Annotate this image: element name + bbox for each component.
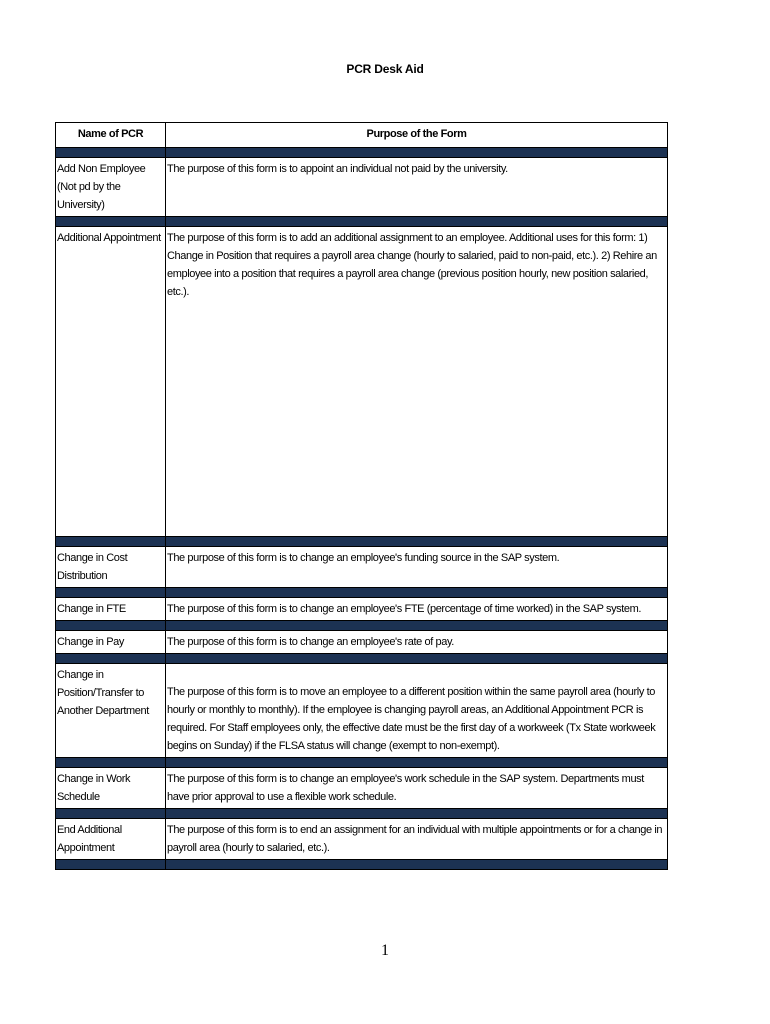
page-number: 1 — [381, 942, 389, 959]
pcr-name: Change in FTE — [56, 598, 166, 621]
pcr-name: Change in Position/Transfer to Another Department — [56, 664, 166, 758]
table-row — [56, 819, 668, 860]
pcr-name: End Additional Appointment — [56, 819, 166, 860]
pcr-purpose: The purpose of this form is to change an employee's funding source in the SAP system. — [166, 547, 668, 588]
pcr-name: Change in Cost Distribution — [56, 547, 166, 588]
pcr-name: Additional Appointment — [56, 227, 166, 537]
table-row — [56, 598, 668, 621]
row-separator — [56, 148, 668, 158]
table-row — [56, 631, 668, 654]
header-purpose: Purpose of the Form — [166, 123, 668, 148]
row-separator — [56, 537, 668, 547]
pcr-purpose: The purpose of this form is to change an employee's rate of pay. — [166, 631, 668, 654]
table-row — [56, 768, 668, 809]
table-row — [56, 547, 668, 588]
row-separator — [56, 621, 668, 631]
row-separator — [56, 654, 668, 664]
pcr-name: Change in Pay — [56, 631, 166, 654]
table-row — [56, 158, 668, 217]
page-title: PCR Desk Aid — [346, 62, 424, 76]
pcr-purpose: The purpose of this form is to end an assignment for an individual with multiple appointments or for a change in payroll area (hourly to salaried, etc.). — [166, 819, 668, 860]
table-row — [56, 227, 668, 537]
pcr-table — [55, 122, 668, 870]
row-separator — [56, 860, 668, 870]
row-separator — [56, 588, 668, 598]
table-header-row — [56, 123, 668, 148]
pcr-purpose: The purpose of this form is to change an employee's work schedule in the SAP system. Departments must have prior approval to use a flexible work schedule. — [166, 768, 668, 809]
pcr-purpose: The purpose of this form is to move an employee to a different position within the same payroll area (hourly to hourly or monthly to monthly). If the employee is changing payroll areas, an Additional Appointment PCR is required. For Staff employees only, the effective date must be the first day of a workweek (Tx State workweek begins on Sunday) if the FLSA status will change (exempt to non-exempt). — [166, 664, 668, 758]
table-row — [56, 664, 668, 758]
header-name-of-pcr: Name of PCR — [56, 123, 166, 148]
pcr-purpose: The purpose of this form is to appoint an individual not paid by the university. — [166, 158, 668, 217]
pcr-purpose: The purpose of this form is to add an additional assignment to an employee. Additional uses for this form: 1) Change in Position that requires a payroll area change (hourly to salaried, paid to non-paid, etc.). 2) Rehire an employee into a position that requires a payroll area change (previous position hourly, new position salaried, etc.). — [166, 227, 668, 537]
row-separator — [56, 217, 668, 227]
pcr-purpose: The purpose of this form is to change an employee's FTE (percentage of time worked) in the SAP system. — [166, 598, 668, 621]
row-separator — [56, 758, 668, 768]
row-separator — [56, 809, 668, 819]
pcr-name: Add Non Employee (Not pd by the University) — [56, 158, 166, 217]
pcr-name: Change in Work Schedule — [56, 768, 166, 809]
